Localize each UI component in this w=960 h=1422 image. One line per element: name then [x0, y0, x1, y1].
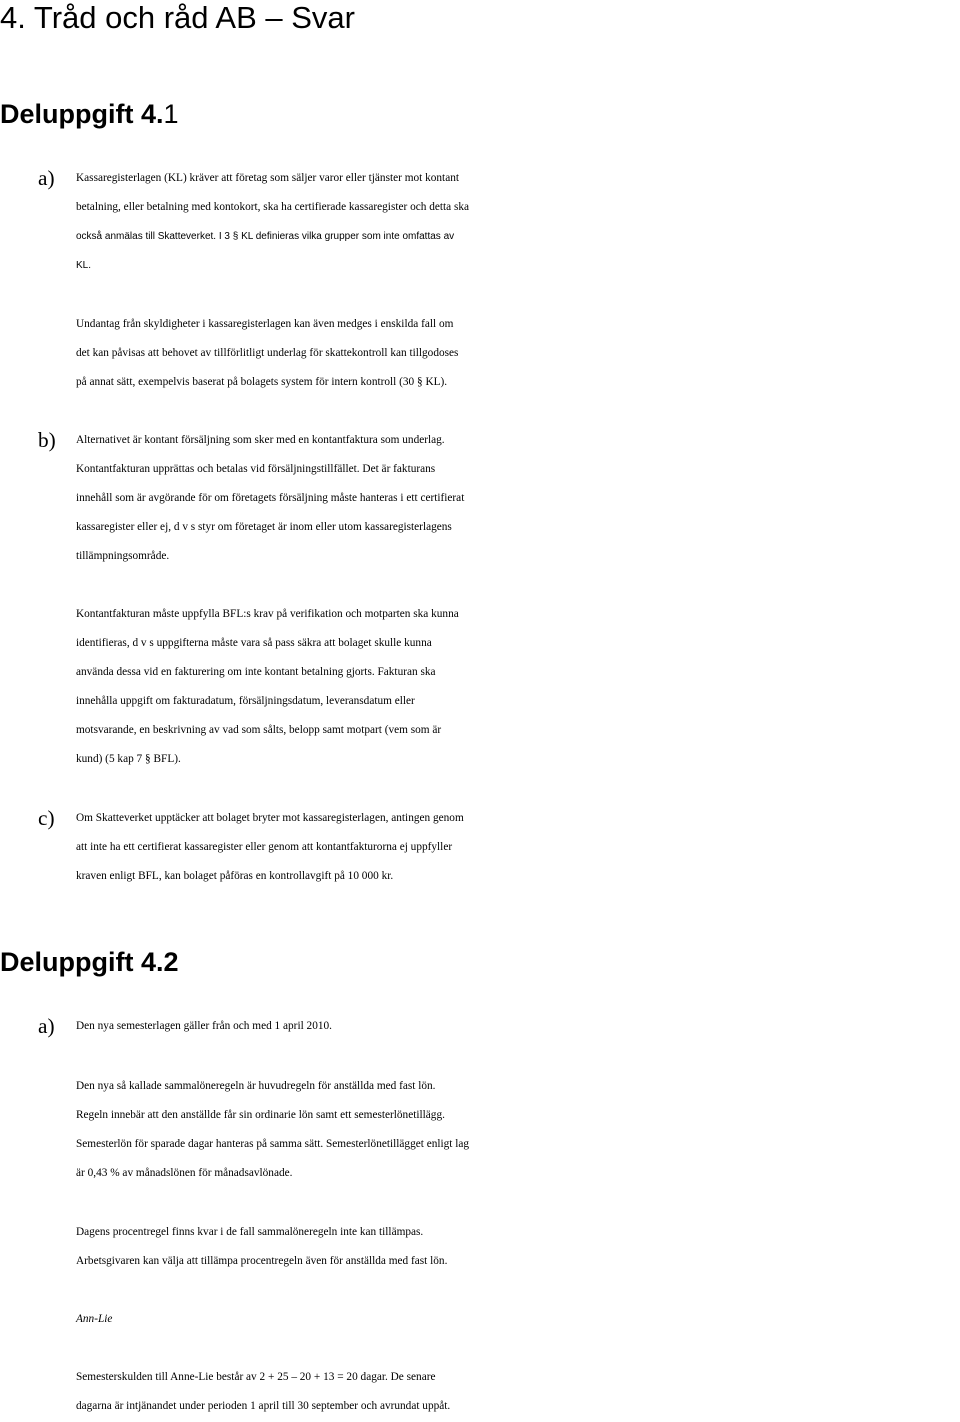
paragraph-procentregel: [76, 1218, 960, 1276]
text-line: Dagens procentregel finns kvar i de fall sammalöneregeln inte kan tillämpas.: [76, 1226, 424, 1238]
text-line: innehålla uppgift om fakturadatum, försäljningsdatum, leveransdatum eller: [76, 695, 415, 707]
text-line: Kontantfakturan upprättas och betalas vid försäljningstillfället. Det är fakturans: [76, 463, 436, 475]
text-line: Om Skatteverket upptäcker att bolaget bryter mot kassaregisterlagen, antingen genom: [76, 812, 464, 824]
text-line: KL.: [76, 260, 92, 271]
item-text-a: [76, 1012, 960, 1041]
item-label-a: a): [38, 1014, 55, 1038]
text-line: Semesterskulden till Anne-Lie består av 2 + 25 – 20 + 13 = 20 dagar. De senare: [76, 1371, 436, 1383]
text-line: Ann-Lie: [76, 1313, 113, 1325]
text-line: också anmälas till Skatteverket. I 3 § KL definieras vilka grupper som inte omfattas av: [76, 231, 455, 242]
text-line: Undantag från skyldigheter i kassaregisterlagen kan även medges i enskilda fall om: [76, 318, 454, 330]
item-text-b: [76, 426, 960, 571]
item-label-b: b): [38, 428, 56, 452]
item-text-c: [76, 804, 960, 891]
heading-4-1-rest: 1: [163, 99, 179, 129]
text-line: motsvarande, en beskrivning av vad som sålts, belopp samt motpart (vem som är: [76, 724, 442, 736]
text-line: identifieras, d v s uppgifterna måste vara så pass säkra att bolaget skulle kunna: [76, 637, 432, 649]
text-line: innehåll som är avgörande för om företagets försäljning måste hanteras i ett certifierat: [76, 492, 465, 504]
text-line: dagarna är intjänandet under perioden 1 april till 30 september och avrundat uppåt.: [76, 1400, 451, 1412]
heading-4-1-bold: Deluppgift 4.: [0, 99, 164, 129]
text-line: Arbetsgivaren kan välja att tillämpa procentregeln även för anställda med fast lön.: [76, 1255, 448, 1267]
text-line: tillämpningsområde.: [76, 550, 170, 562]
text-line: kassaregister eller ej, d v s styr om företaget är inom eller utom kassaregisterlagens: [76, 521, 452, 533]
italic-name-heading: [76, 1305, 960, 1334]
text-line: använda dessa vid en fakturering om inte kontant betalning gjorts. Fakturan ska: [76, 666, 436, 678]
text-line: Regeln innebär att den anställde får sin ordinarie lön samt ett semesterlönetillägg.: [76, 1109, 445, 1121]
paragraph-semesterskulden: [76, 1363, 960, 1421]
text-line: betalning, eller betalning med kontokort, ska ha certifierade kassaregister och detta ska: [76, 201, 470, 213]
text-line: är 0,43 % av månadslönen för månadsavlönade.: [76, 1167, 293, 1179]
text-line: Den nya så kallade sammalöneregeln är huvudregeln för anställda med fast lön.: [76, 1080, 436, 1092]
text-line: kraven enligt BFL, kan bolaget påföras en kontrollavgift på 10 000 kr.: [76, 870, 394, 882]
text-line: på annat sätt, exempelvis baserat på bolagets system för intern kontroll (30 § KL).: [76, 376, 448, 388]
item-label-a: a): [38, 166, 55, 190]
section-heading-4-2: Deluppgift 4.2: [0, 947, 179, 977]
text-line: det kan påvisas att behovet av tillförlitligt underlag för skattekontroll kan tillgodoses: [76, 347, 459, 359]
text-line: Den nya semesterlagen gäller från och med 1 april 2010.: [76, 1020, 332, 1032]
text-line: Semesterlön för sparade dagar hanteras på samma sätt. Semesterlönetillägget enligt lag: [76, 1138, 470, 1150]
text-line: Kontantfakturan måste uppfylla BFL:s krav på verifikation och motparten ska kunna: [76, 608, 459, 620]
section-heading-4-1: [0, 98, 179, 130]
text-line: Alternativet är kontant försäljning som sker med en kontantfaktura som underlag.: [76, 434, 445, 446]
text-line: att inte ha ett certifierat kassaregister eller genom att kontantfakturorna ej uppfyller: [76, 841, 453, 853]
page-title: 4. Tråd och råd AB – Svar: [0, 0, 355, 35]
item-label-c: c): [38, 806, 55, 830]
paragraph-undantag: [76, 310, 960, 397]
text-line: kund) (5 kap 7 § BFL).: [76, 753, 181, 765]
paragraph-kontantfakturan: [76, 600, 960, 774]
text-line: Kassaregisterlagen (KL) kräver att företag som säljer varor eller tjänster mot kontant: [76, 172, 460, 184]
item-text-a: [76, 164, 960, 280]
paragraph-sammaloneregeln: [76, 1072, 960, 1188]
